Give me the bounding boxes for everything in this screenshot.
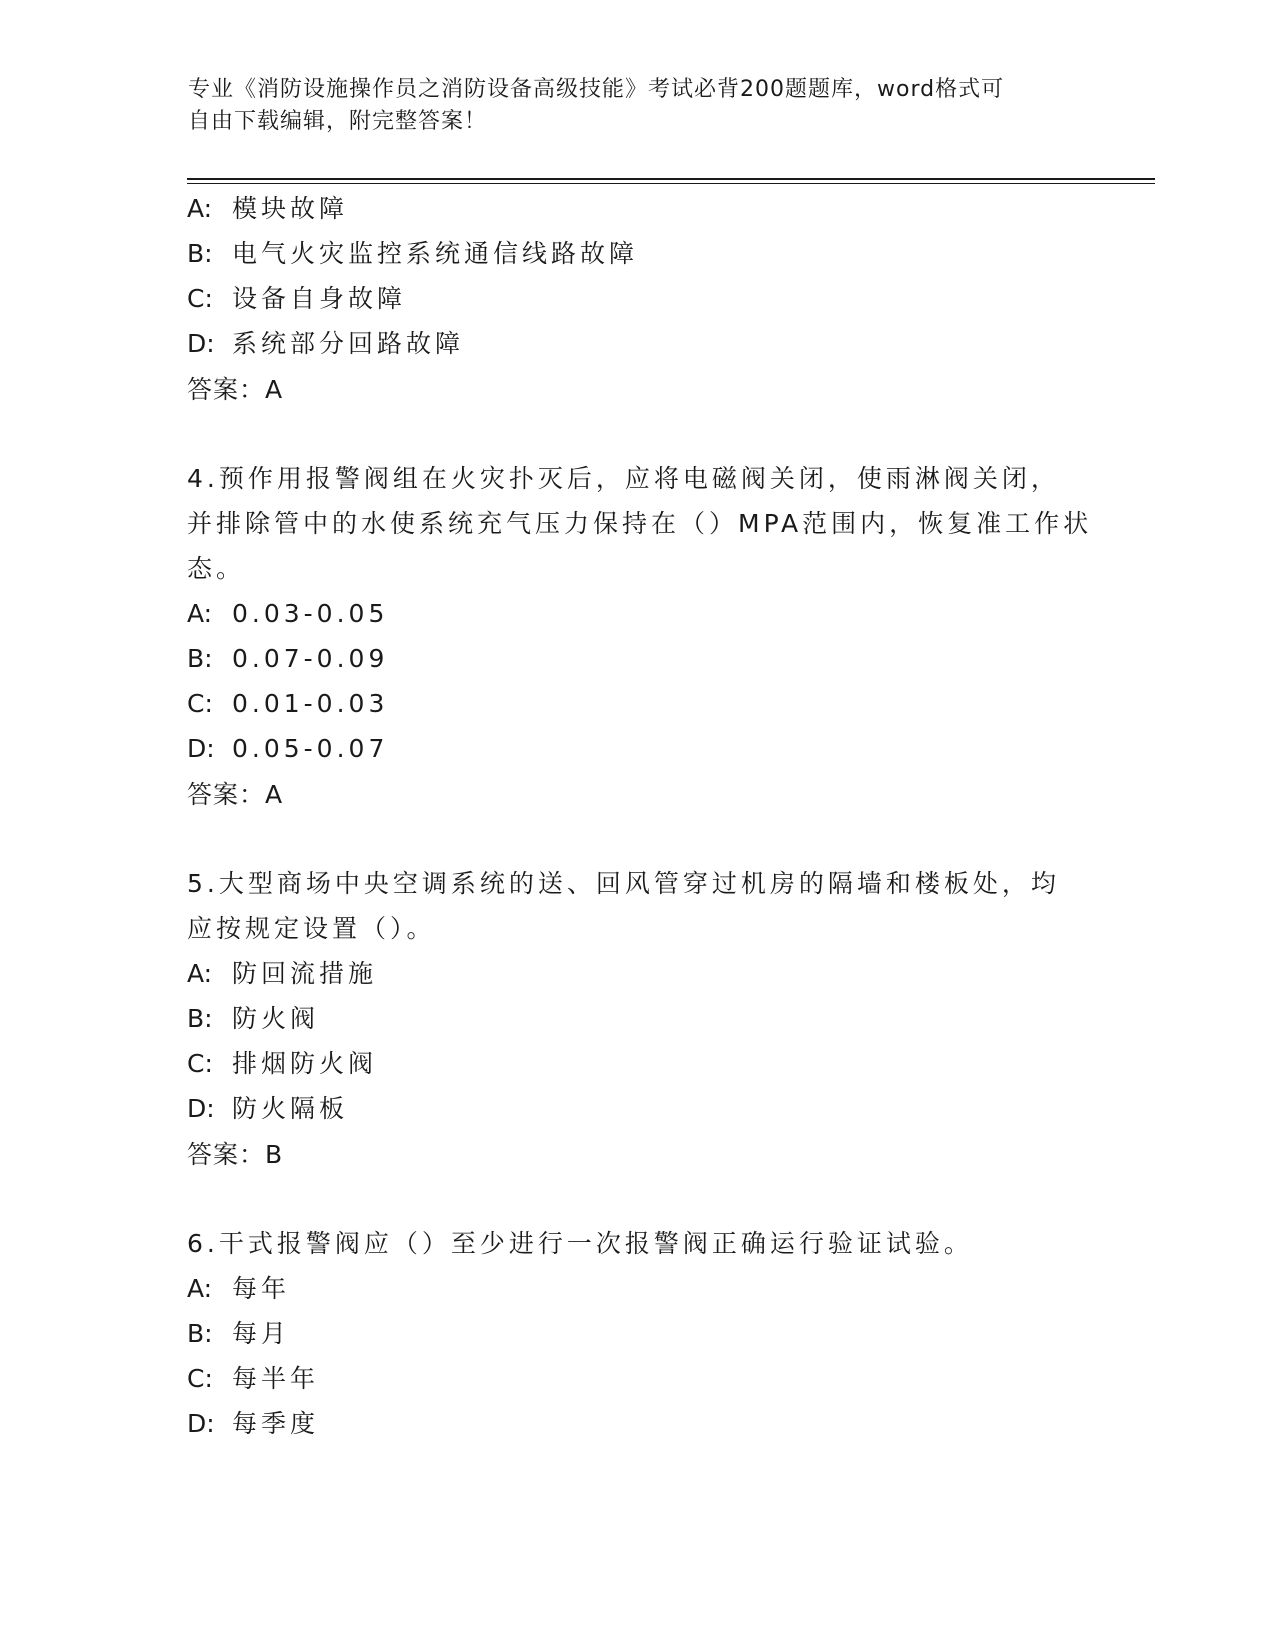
option-text: 每年 [232,1274,291,1303]
option-text: 0.07-0.09 [232,644,389,673]
header-divider-thick [187,178,1155,180]
option-text: 0.05-0.07 [232,734,389,763]
q3-option-b [187,237,638,271]
option-text: 防回流措施 [232,959,378,988]
q5-stem-line-2: 应按规定设置（）。 [187,914,436,943]
q4-stem-line-1: 4.预作用报警阀组在火灾扑灭后，应将电磁阀关闭，使雨淋阀关闭， [187,464,1060,493]
option-text: 系统部分回路故障 [232,329,465,358]
q4-option-d [187,732,388,766]
q6-option-d [187,1407,319,1441]
q3-option-c [187,282,406,316]
q4-stem-line-2: 并排除管中的水使系统充气压力保持在（）MPA范围内，恢复准工作状 [187,509,1093,538]
option-label: C: [187,689,213,718]
option-label: D: [187,329,215,358]
option-text: 每月 [232,1319,291,1348]
option-text: 0.03-0.05 [232,599,389,628]
q4-option-b [187,642,388,676]
option-label: A: [187,1274,213,1303]
q4-option-c [187,687,388,721]
q3-option-a [187,192,348,226]
option-label: B: [187,1319,213,1348]
option-label: B: [187,239,213,268]
q6-stem-line-1: 6.干式报警阀应（）至少进行一次报警阀正确运行验证试验。 [187,1229,973,1258]
q5-option-d [187,1092,348,1126]
option-text: 模块故障 [232,194,349,223]
option-text: 防火阀 [232,1004,320,1033]
q5-option-b [187,1002,319,1036]
option-text: 设备自身故障 [232,284,407,313]
option-label: D: [187,734,215,763]
option-label: D: [187,1094,215,1123]
q5-option-a [187,957,377,991]
option-text: 每季度 [232,1409,320,1438]
option-label: B: [187,644,213,673]
header-line-2: 自由下载编辑，附完整答案！ [188,109,488,134]
q6-option-a [187,1272,290,1306]
q5-answer: 答案：B [187,1140,284,1169]
option-text: 电气火灾监控系统通信线路故障 [232,239,639,268]
document-header [188,74,1068,138]
option-label: C: [187,1049,213,1078]
option-label: A: [187,599,213,628]
option-label: A: [187,194,213,223]
q3-answer: 答案：A [187,375,284,404]
q5-stem-line-1: 5.大型商场中央空调系统的送、回风管穿过机房的隔墙和楼板处，均 [187,869,1060,898]
option-text: 每半年 [232,1364,320,1393]
header-divider-thin [187,183,1155,184]
q6-option-c [187,1362,319,1396]
header-line-1: 专业《消防设施操作员之消防设备高级技能》考试必背200题题库，word格式可 [188,77,1005,102]
option-label: D: [187,1409,215,1438]
option-label: C: [187,1364,213,1393]
option-label: A: [187,959,213,988]
q6-option-b [187,1317,290,1351]
option-text: 防火隔板 [232,1094,349,1123]
q3-option-d [187,327,464,361]
q5-option-c [187,1047,377,1081]
q4-stem-line-3: 态。 [187,554,246,583]
option-label: C: [187,284,213,313]
option-label: B: [187,1004,213,1033]
option-text: 排烟防火阀 [232,1049,378,1078]
q4-answer: 答案：A [187,780,284,809]
option-text: 0.01-0.03 [232,689,389,718]
q4-option-a [187,597,388,631]
